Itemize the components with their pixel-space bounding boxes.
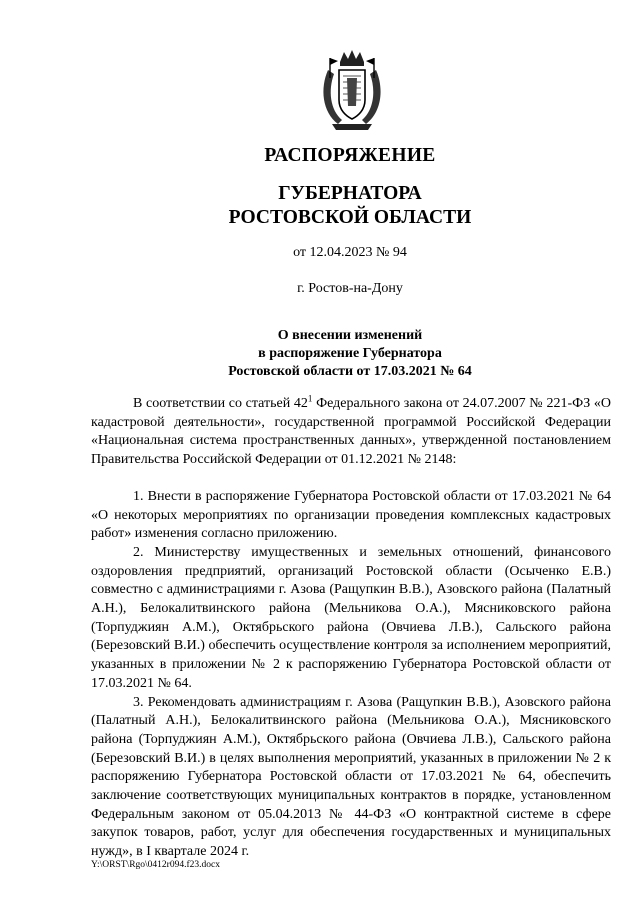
item-paragraph-1: 1. Внести в распоряжение Губернатора Ростовской области от 17.03.2021 № 64 «О некоторых мероприятиях по организации проведения комплексных кадастровых работ» изменения согласно приложению. (91, 488, 611, 542)
document-subject (0, 327, 640, 381)
preamble-text-b: Федерального закона от 24.07.2007 № 221-ФЗ «О кадастровой деятельности», государственной программой Российской Федерации «Национальная система пространственных данных», утвержденной постановлением Правительства Российской Федерации от 01.12.2021 № 2148: (91, 396, 611, 468)
document-body (91, 395, 611, 862)
issuer-line-1: ГУБЕРНАТОРА (278, 183, 422, 204)
document-title: РАСПОРЯЖЕНИЕ (264, 145, 436, 166)
file-path-footer: Y:\ORST\Rgo\0412r094.f23.docx (91, 860, 220, 870)
item-paragraph-2: 2. Министерству имущественных и земельных отношений, финансового оздоровления предприятий, организаций Ростовской области (Осыченко Е.В.) совместно с администрациями г. Азова (Ращупкин В.В.), Азовского района (Палатный А.Н.), Белокалитвинского района (Мельникова О.А.), Мясниковского района (Торпуджиян А.М.), Октябрьского района (Овчиева Л.В.), Сальского района (Березовский В.И.) обеспечить осуществление контроля за исполнением мероприятий, указанных в приложении № 2 к распоряжению Губернатора Ростовской области от 17.03.2021 № 64. (91, 544, 611, 691)
document-city: г. Ростов-на-Дону (297, 281, 403, 296)
subject-line-1: О внесении изменений (277, 328, 423, 343)
preamble-superscript: 1 (307, 393, 313, 404)
preamble-text-a: В соответствии со статьей 42 (133, 396, 308, 411)
subject-line-3: Ростовской области от 17.03.2021 № 64 (228, 364, 472, 379)
item-paragraph-3: 3. Рекомендовать администрациям г. Азова (Ращупкин В.В.), Азовского района (Палатный А.Н.), Белокалитвинского района (Мельникова О.А.), Мясниковского района (Торпуджиян А.М.), Октябрьского района (Овчиева Л.В.), Сальского района (Березовский В.И.) в целях выполнения мероприятий, указанных в приложении № 2 к распоряжению Губернатора Ростовской области от 17.03.2021 № 64, обеспечить заключение соответствующих муниципальных контрактов в порядке, установленном Федеральным законом от 05.04.2013 № 44-ФЗ «О контрактной системе в сфере закупок товаров, работ, услуг для обеспечения государственных и муниципальных нужд», в I квартале 2024 г. (91, 694, 611, 860)
preamble-paragraph (91, 395, 611, 470)
subject-line-2: в распоряжение Губернатора (258, 346, 442, 361)
coat-of-arms-icon (318, 48, 386, 132)
document-date: от 12.04.2023 № 94 (293, 245, 407, 260)
issuer-line-2: РОСТОВСКОЙ ОБЛАСТИ (228, 207, 472, 228)
